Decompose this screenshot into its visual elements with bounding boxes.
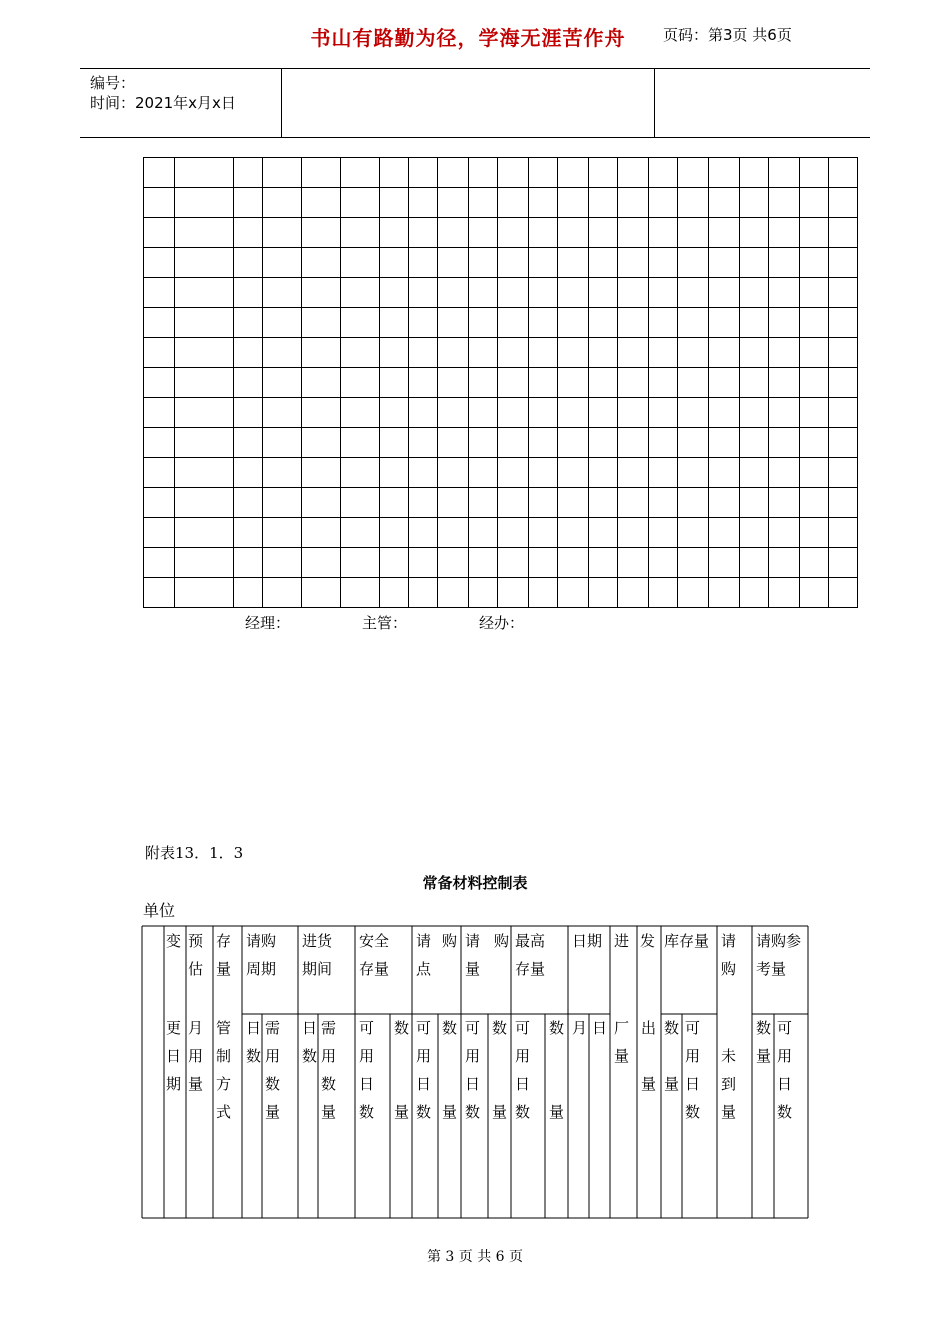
table-header-label: 量	[321, 1103, 337, 1121]
table-header-label: 日	[685, 1075, 701, 1093]
table-header-label: 量	[549, 1103, 565, 1121]
table-header-label: 用	[188, 1047, 204, 1065]
table-header-label: 出	[641, 1019, 657, 1037]
table-header-label: 数	[515, 1103, 531, 1121]
table-header-label: 用	[777, 1047, 793, 1065]
table-header-label: 月	[188, 1019, 204, 1037]
table-header-label: 数	[265, 1075, 281, 1093]
table-header-label: 最高	[515, 932, 546, 950]
table-header-label: 用	[265, 1047, 281, 1065]
supervisor-signature-label: 主管：	[362, 614, 408, 632]
table-header-label: 量	[641, 1075, 657, 1093]
table-header-label: 日	[359, 1075, 375, 1093]
table-header-label: 数	[359, 1103, 375, 1121]
table-header-label: 量	[756, 1047, 772, 1065]
table-header-label: 发	[640, 932, 656, 950]
table-header-label: 到	[721, 1075, 737, 1093]
table-header-label: 日期	[572, 932, 603, 950]
table-header-label: 周期	[246, 960, 277, 978]
table-header-label: 量	[442, 1103, 458, 1121]
table-header-label: 数	[777, 1103, 793, 1121]
table-header-label: 用	[515, 1047, 531, 1065]
table-header-label: 数	[302, 1047, 318, 1065]
table-header-label: 可	[416, 1019, 432, 1037]
table-header-label: 量	[664, 1075, 680, 1093]
table-header-label: 数	[416, 1103, 432, 1121]
table-header-label: 用	[321, 1047, 337, 1065]
table-header-label: 数	[442, 1019, 458, 1037]
table-header-label: 数	[465, 1103, 481, 1121]
table-header-label: 日	[302, 1019, 318, 1037]
table-header-label: 可	[465, 1019, 481, 1037]
table-header-label: 需	[321, 1019, 337, 1037]
table-header-label: 存	[216, 932, 232, 950]
table-header-label: 厂	[614, 1019, 630, 1037]
table-header-label: 数	[664, 1019, 680, 1037]
table-header-label: 更	[166, 1019, 182, 1037]
table-header-label: 请购参	[756, 932, 802, 950]
page-footer: 第 3 页 共 6 页	[426, 1249, 524, 1265]
table-header-label: 式	[216, 1103, 232, 1121]
table-header-label: 可	[515, 1019, 531, 1037]
table-header-label: 请	[465, 932, 481, 950]
table-header-label: 制	[216, 1047, 232, 1065]
table-header-label: 日	[465, 1075, 481, 1093]
table-header-label: 数	[321, 1075, 337, 1093]
table-header-label: 日	[777, 1075, 793, 1093]
table-header-label: 量	[492, 1103, 508, 1121]
table-header-label: 量	[465, 960, 481, 978]
table-header-label: 量	[216, 960, 232, 978]
table-header-label: 数	[492, 1019, 508, 1037]
header-page-number: 页码：第3页 共6页	[663, 26, 792, 44]
table-header-label: 量	[721, 1103, 737, 1121]
table-header-label: 用	[685, 1047, 701, 1065]
document-number: 编号：	[90, 74, 136, 92]
table-header-label: 进货	[302, 932, 333, 950]
table-header-label: 期	[166, 1075, 182, 1093]
form-title: 常备材料控制表	[422, 874, 528, 892]
handler-signature-label: 经办：	[479, 614, 525, 632]
table-header-label: 需	[265, 1019, 281, 1037]
table-header-label: 请购	[246, 932, 277, 950]
table-header-label: 购	[442, 932, 458, 950]
table-header-label: 量	[614, 1047, 630, 1065]
table-header-label: 变	[166, 932, 182, 950]
table-header-label: 方	[216, 1075, 232, 1093]
table-header-label: 日	[246, 1019, 262, 1037]
table-header-label: 用	[416, 1047, 432, 1065]
table-header-label: 量	[265, 1103, 281, 1121]
table-header-label: 月	[572, 1019, 588, 1037]
table-header-label: 可	[777, 1019, 793, 1037]
table-header-label: 量	[188, 1075, 204, 1093]
table-header-label: 进	[614, 932, 630, 950]
table-header-label: 可	[685, 1019, 701, 1037]
table-header-label: 请	[416, 932, 432, 950]
table-header-label: 用	[359, 1047, 375, 1065]
table-header-label: 日	[416, 1075, 432, 1093]
table-header-label: 数	[394, 1019, 410, 1037]
table-header-label: 库存量	[664, 932, 710, 950]
unit-label: 单位	[143, 901, 176, 920]
table-header-label: 点	[416, 960, 432, 978]
table-header-label: 期间	[302, 960, 333, 978]
table-header-label: 考量	[756, 960, 787, 978]
table-header-label: 日	[515, 1075, 531, 1093]
table-header-label: 日	[166, 1047, 182, 1065]
manager-signature-label: 经理：	[245, 614, 291, 632]
table-header-label: 预	[188, 932, 204, 950]
table-header-label: 日	[592, 1019, 608, 1037]
annex-label: 附表13．1．3	[145, 844, 244, 862]
table-header-label: 数	[756, 1019, 772, 1037]
table-header-label: 安全	[359, 932, 390, 950]
table-header-label: 未	[721, 1047, 737, 1065]
table-header-label: 数	[246, 1047, 262, 1065]
table-header-label: 用	[465, 1047, 481, 1065]
table-header-label: 请	[721, 932, 737, 950]
table-header-label: 存量	[515, 960, 546, 978]
document-date: 时间：2021年x月x日	[90, 94, 236, 112]
table-header-label: 购	[494, 932, 510, 950]
table-header-label: 可	[359, 1019, 375, 1037]
table-header-label: 存量	[359, 960, 390, 978]
table-header-label: 数	[685, 1103, 701, 1121]
table-header-label: 量	[394, 1103, 410, 1121]
header-motto: 书山有路勤为径，学海无涯苦作舟	[310, 26, 626, 50]
table-header-label: 管	[216, 1019, 232, 1037]
table-header-label: 购	[721, 960, 737, 978]
table-header-label: 估	[188, 960, 204, 978]
table-header-label: 数	[549, 1019, 565, 1037]
